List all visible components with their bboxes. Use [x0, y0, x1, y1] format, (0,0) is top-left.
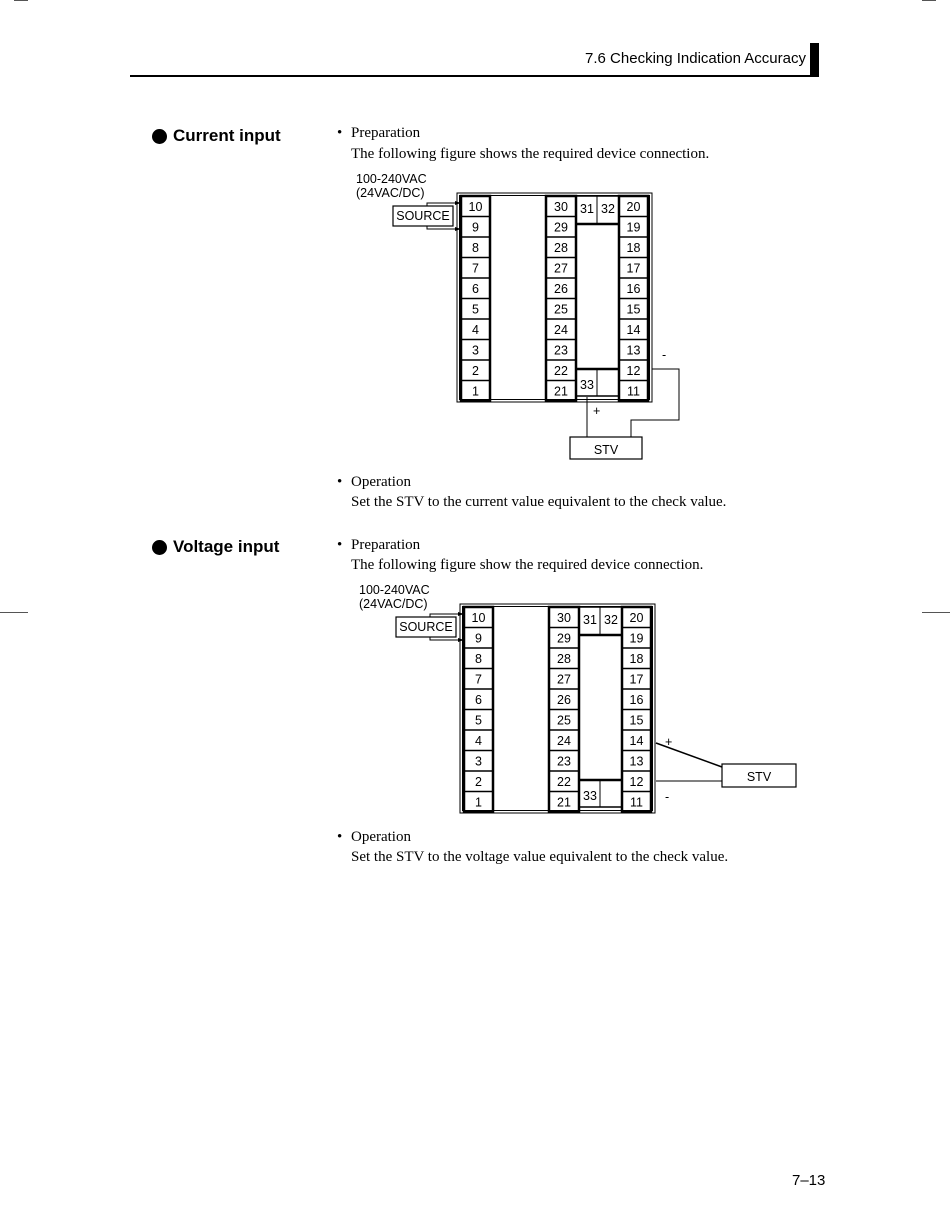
current-op-text: Set the STV to the current value equivalent to the check value. — [351, 494, 727, 510]
terminal-10: 10 — [468, 200, 483, 214]
terminal-33: 33 — [583, 789, 597, 803]
terminal-25: 25 — [554, 302, 568, 317]
terminal-28: 28 — [554, 241, 568, 255]
terminal-30: 30 — [557, 611, 571, 625]
terminal-28: 28 — [557, 652, 571, 666]
voltage-op-bullet: • Operation — [337, 829, 411, 845]
terminal-4: 4 — [472, 323, 479, 337]
terminal-11: 11 — [630, 795, 643, 810]
terminal-5: 5 — [475, 713, 482, 728]
terminal-14: 14 — [626, 323, 641, 337]
terminal-33: 33 — [580, 378, 594, 392]
terminal-7: 7 — [472, 261, 479, 276]
terminal-17: 17 — [629, 672, 644, 687]
source-label: SOURCE — [396, 209, 450, 223]
voltage-prep-bullet: • Preparation — [337, 537, 421, 553]
power-label-line2: (24VAC/DC) — [359, 597, 428, 611]
terminal-16: 16 — [626, 282, 641, 296]
terminal-3: 3 — [472, 343, 479, 358]
terminal-13: 13 — [629, 754, 644, 769]
plus-sign: + — [665, 735, 673, 749]
terminal-22: 22 — [557, 775, 571, 789]
terminal-9: 9 — [475, 631, 482, 646]
current-prep-bullet: • Preparation — [337, 125, 421, 141]
terminal-7: 7 — [475, 672, 482, 687]
terminal-26: 26 — [554, 282, 568, 296]
minus-sign: - — [662, 348, 667, 362]
power-label-line2: (24VAC/DC) — [356, 186, 425, 200]
terminal-15: 15 — [629, 713, 644, 728]
terminal-29: 29 — [554, 220, 568, 235]
terminal-27: 27 — [557, 672, 571, 687]
terminal-4: 4 — [475, 734, 482, 748]
terminal-27: 27 — [554, 261, 568, 276]
terminal-9: 9 — [472, 220, 479, 235]
terminal-25: 25 — [557, 713, 571, 728]
terminal-centre-window — [579, 635, 622, 780]
terminal-8: 8 — [475, 652, 482, 666]
terminal-1: 1 — [475, 795, 482, 810]
stv-label: STV — [593, 443, 619, 457]
plus-sign: + — [593, 404, 601, 418]
source-label: SOURCE — [399, 620, 453, 634]
page-number: 7–13 — [792, 1172, 826, 1189]
terminal-24: 24 — [554, 323, 568, 337]
current-prep-text: The following figure shows the required device connection. — [351, 146, 710, 162]
page-header-title: 7.6 Checking Indication Accuracy — [585, 50, 806, 67]
terminal-8: 8 — [472, 241, 479, 255]
voltage-prep-text: The following figure show the required device connection. — [351, 557, 704, 573]
minus-sign: - — [665, 790, 670, 804]
voltage-op-text: Set the STV to the voltage value equivalent to the check value. — [351, 849, 729, 865]
terminal-5: 5 — [472, 302, 479, 317]
terminal-12: 12 — [629, 775, 644, 789]
terminal-18: 18 — [629, 652, 644, 666]
terminal-10: 10 — [471, 611, 486, 625]
terminal-15: 15 — [626, 302, 641, 317]
terminal-20: 20 — [626, 200, 641, 214]
terminal-2: 2 — [475, 775, 482, 789]
terminal-32: 32 — [601, 202, 615, 216]
power-label-line1: 100-240VAC — [356, 172, 427, 186]
terminal-26: 26 — [557, 693, 571, 707]
terminal-14: 14 — [629, 734, 644, 748]
power-label-line1: 100-240VAC — [359, 583, 430, 597]
terminal-3: 3 — [475, 754, 482, 769]
terminal-31: 31 — [580, 202, 594, 216]
terminal-2: 2 — [472, 364, 479, 378]
terminal-18: 18 — [626, 241, 641, 255]
terminal-11: 11 — [627, 384, 640, 399]
current-op-bullet: • Operation — [337, 474, 411, 490]
stv-label: STV — [746, 770, 772, 784]
terminal-19: 19 — [626, 220, 641, 235]
terminal-22: 22 — [554, 364, 568, 378]
terminal-6: 6 — [472, 282, 479, 296]
section-title-current: Current input — [152, 126, 281, 146]
terminal-21: 21 — [554, 384, 568, 399]
terminal-13: 13 — [626, 343, 641, 358]
terminal-29: 29 — [557, 631, 571, 646]
terminal-23: 23 — [554, 343, 568, 358]
terminal-21: 21 — [557, 795, 571, 810]
terminal-23: 23 — [557, 754, 571, 769]
terminal-1: 1 — [472, 384, 479, 399]
terminal-24: 24 — [557, 734, 571, 748]
terminal-19: 19 — [629, 631, 644, 646]
section-title-voltage: Voltage input — [152, 537, 279, 557]
terminal-31: 31 — [583, 613, 597, 627]
terminal-32: 32 — [604, 613, 618, 627]
terminal-16: 16 — [629, 693, 644, 707]
terminal-17: 17 — [626, 261, 641, 276]
terminal-20: 20 — [629, 611, 644, 625]
terminal-12: 12 — [626, 364, 641, 378]
terminal-6: 6 — [475, 693, 482, 707]
terminal-30: 30 — [554, 200, 568, 214]
